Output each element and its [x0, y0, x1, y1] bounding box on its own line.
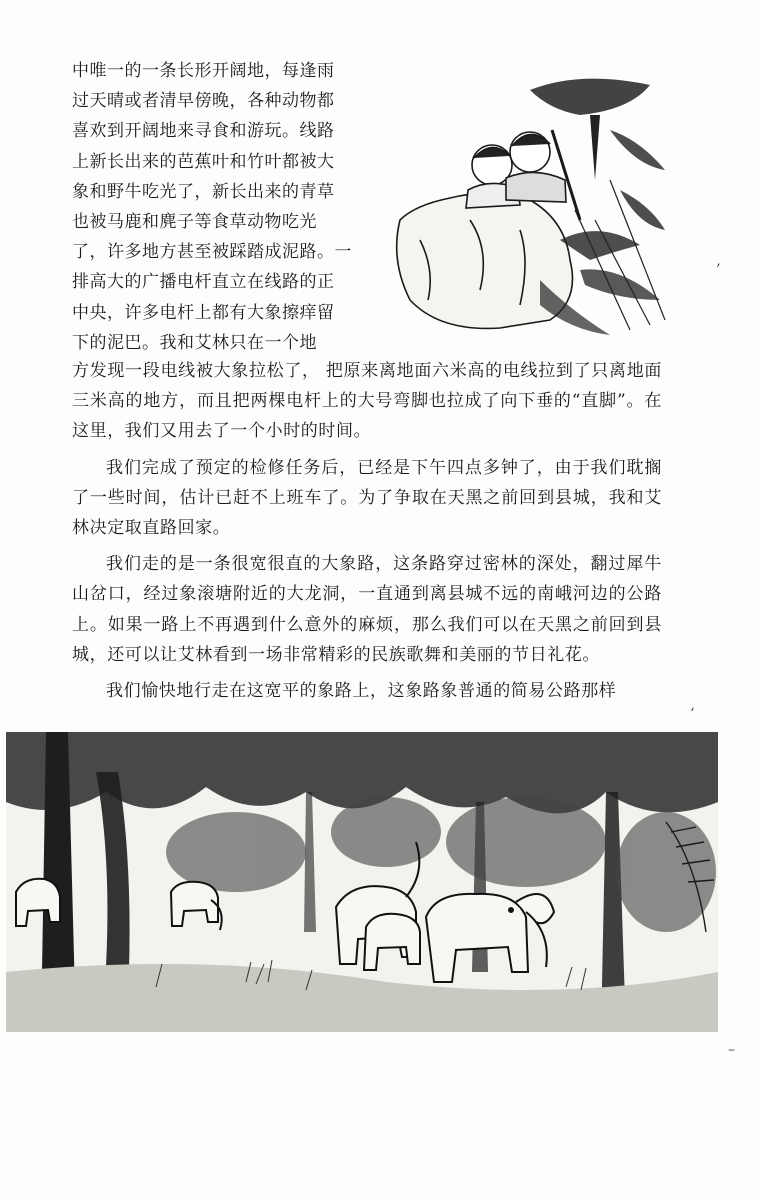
illustration-men-behind-rock — [380, 70, 670, 340]
paragraph-4: 我们愉快地行走在这宽平的象路上，这象路象普通的简易公路那样 — [106, 681, 617, 702]
text-line: 中唯一的一条长形开阔地，每逢雨 — [72, 61, 335, 81]
text-column-narrow — [72, 56, 372, 358]
margin-mark: – — [728, 1042, 735, 1058]
text-line: 喜欢到开阔地来寻食和游玩。线路 — [72, 121, 335, 142]
illustration-elephants-forest — [6, 732, 718, 1032]
paragraph-3: 我们走的是一条很宽很直的大象路，这条路穿过密林的深处，翻过犀牛山岔口，经过象滚塘附近的大龙洞，一直通到离县城不远的南峨河边的公路上。如果一路上不再遇到什么意外的麻烦，那么我们可以在天黑之前回到县城，还可以让艾林看到一场非常精彩的民族歌舞和美丽的节日礼花。 — [72, 554, 662, 665]
text-line: 下的泥巴。我和艾林只在一个地 — [72, 332, 317, 353]
text-line: 了，许多地方甚至被踩踏成泥路。一 — [72, 242, 352, 263]
text-line: 象和野牛吃光了，新长出来的青草 — [72, 181, 335, 202]
text-line: 也被马鹿和麂子等食草动物吃光 — [72, 212, 317, 233]
text-line: 上新长出来的芭蕉叶和竹叶都被大 — [72, 151, 335, 172]
margin-mark: ‘ — [690, 706, 695, 722]
text-line: 过天晴或者清早傍晚，各种动物都 — [72, 91, 335, 112]
text-line: 排高大的广播电杆直立在线路的正 — [72, 272, 335, 293]
text-line: 中央，许多电杆上都有大象擦痒留 — [72, 302, 335, 323]
paragraph-2: 我们完成了预定的检修任务后，已经是下午四点多钟了，由于我们耽搁了一些时间，估计已赶不上班车了。为了争取在天黑之前回到县城，我和艾林决定取直路回家。 — [72, 457, 662, 539]
text-column-wide — [72, 356, 662, 706]
paragraph-1-continuation: 方发现一段电线被大象拉松了， 把原来离地面六米高的电线拉到了只离地面三米高的地方，而且把两棵电杆上的大号弯脚也拉成了向下垂的“直脚”。在这里，我们又用去了一个小时的时间。 — [72, 361, 662, 442]
margin-mark: ’ — [716, 262, 721, 278]
